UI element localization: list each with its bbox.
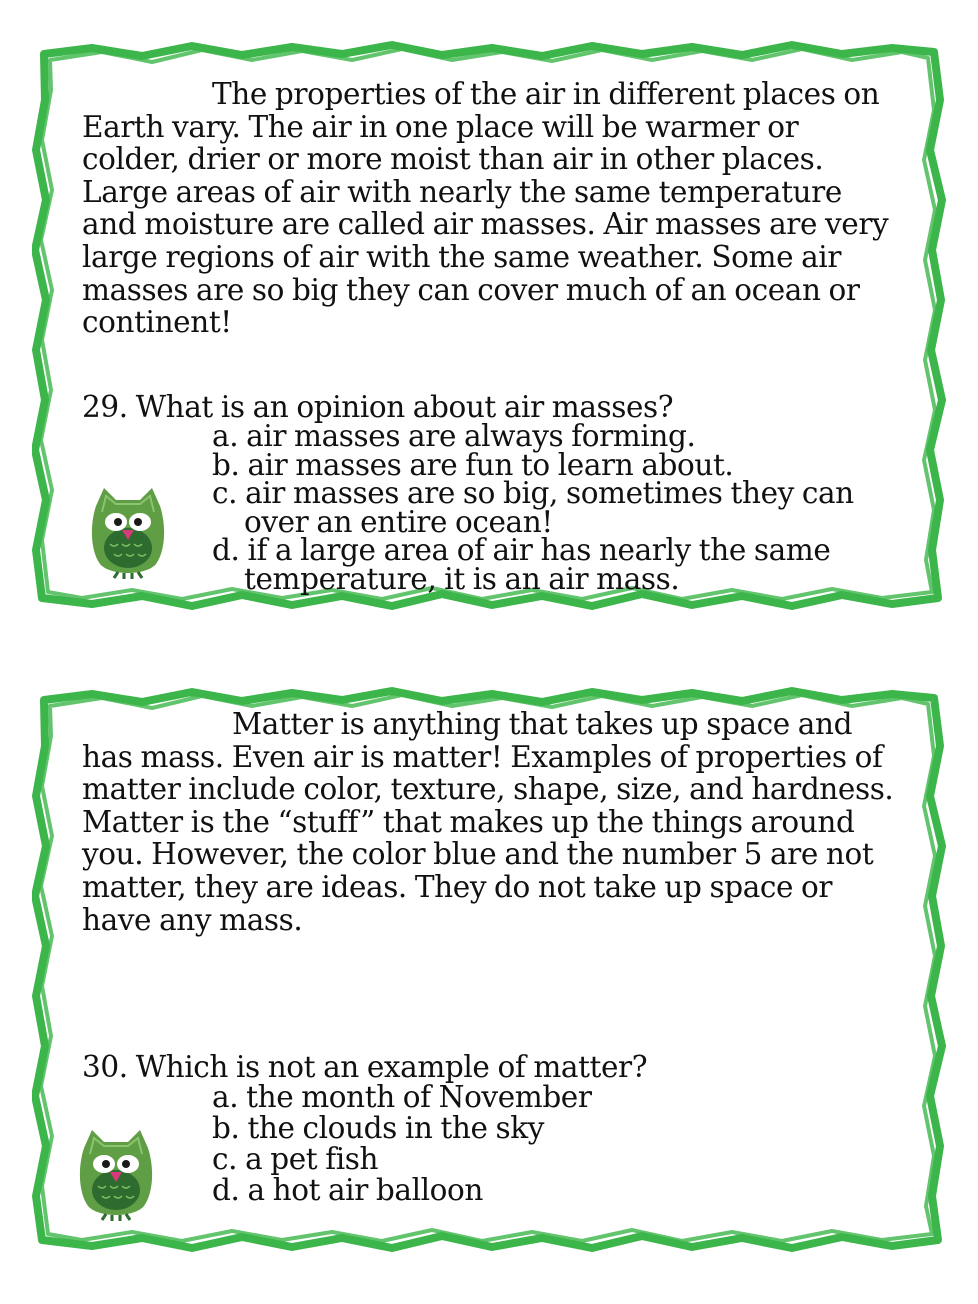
- option-d[interactable]: d. a hot air balloon: [212, 1173, 483, 1207]
- answer-options: [212, 419, 912, 596]
- owl-icon: [86, 484, 170, 580]
- option-c[interactable]: c. air masses are so big, sometimes they can over an entire ocean!: [212, 476, 854, 539]
- option-b[interactable]: b. the clouds in the sky: [212, 1111, 545, 1145]
- option-a[interactable]: a. the month of November: [212, 1080, 592, 1114]
- question-card-30: [32, 686, 946, 1252]
- question-29: 29. What is an opinion about air masses?: [82, 390, 674, 424]
- question-30: 30. Which is not an example of matter?: [82, 1050, 648, 1084]
- reading-passage: Matter is anything that takes up space and has mass. Even air is matter! Examples of properties of matter include color, texture, shape, size, and hardness. Matter is the “stuff” that makes up the things around you. However, the color blue and the number 5 are not matter, they are ideas. They do not take up space or have any mass.: [82, 707, 894, 937]
- option-a[interactable]: a. air masses are always forming.: [212, 419, 696, 453]
- owl-icon: [74, 1126, 158, 1222]
- answer-options: [212, 1082, 892, 1206]
- reading-passage: The properties of the air in different places on Earth vary. The air in one place will be warmer or colder, drier or more moist than air in other places. Large areas of air with nearly the same temperature and moisture are called air masses. Air masses are very large regions of air with the same weather. Some air masses are so big they can cover much of an ocean or continent!: [82, 77, 889, 340]
- option-c[interactable]: c. a pet fish: [212, 1142, 379, 1176]
- option-d[interactable]: d. if a large area of air has nearly the same temperature, it is an air mass.: [212, 533, 831, 596]
- option-b[interactable]: b. air masses are fun to learn about.: [212, 447, 734, 482]
- question-card-29: [32, 40, 946, 610]
